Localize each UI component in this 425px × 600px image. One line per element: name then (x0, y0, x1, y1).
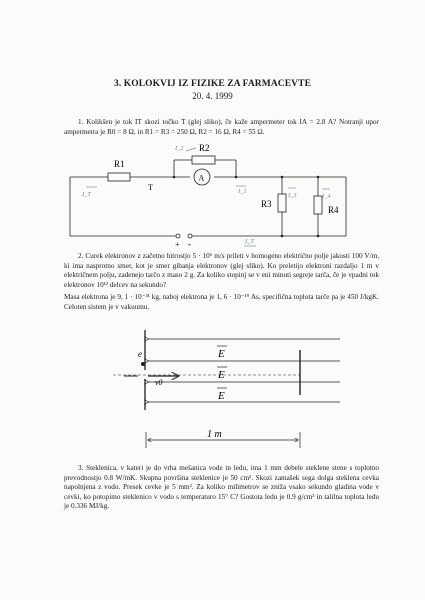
distance-label: 1 m (207, 429, 222, 440)
problem-2-constants: Masa elektrona je 9, 1 · 10⁻³¹ kg, naboj elektrona je 1, 6 · 10⁻¹⁹ As, specifična toplota tarče pa je 450 J/kgK. Celoten sistem je v vakuumu. (64, 293, 379, 311)
note-it-bottom: I_T (245, 238, 255, 245)
electron-label: e (138, 349, 142, 359)
field-label-3: E (218, 390, 225, 402)
field-label-2: E (218, 369, 225, 381)
r4-label: R4 (328, 205, 339, 215)
velocity-label: v0 (155, 378, 163, 387)
terminal-minus-label: - (188, 239, 191, 249)
problem-3-text: 3. Steklenica, v kateri je do vrha mešanica vode in ledu, ima 1 mm debele steklene stene s toplotno prevodnostjo 0.8 W/mK. Skupna površina steklenice je 50 cm². Skozi zamašek sega dolga steklena cevka napolnjena z vodo. Presek cevke je 5 mm². Za koliko milimetrov se zniža vsako sekundo gladina vode v cevki, ko potopimo steklenico v vodo s temperaturo 15° C? Gostota ledu je 0.9 g/cm³ in talilna toplota ledu je 0.336 MJ/kg. (64, 464, 379, 511)
note-i1: I_1 (238, 188, 247, 195)
terminal-plus-label: + (175, 240, 180, 249)
point-t-label: T (148, 183, 153, 192)
r1-label: R1 (114, 159, 125, 169)
note-i2: I_2 (175, 145, 184, 152)
page-title: 3. KOLOKVIJ IZ FIZIKE ZA FARMACEVTE (113, 79, 312, 89)
electron-icon (141, 362, 145, 366)
r2-label: R2 (199, 143, 210, 153)
problem-1-text: 1. Kolikšen je tok IT skozi točko T (glej sliko), če kaže ampermeter tok IA = 2.8 A? Notranji upor ampermetra je R0 = 8 Ω, in R1 = R3 = 250 Ω, R2 = 16 Ω, R4 = 55 Ω. (64, 118, 379, 136)
note-i4: I_4 (322, 193, 331, 200)
exam-date: 20. 4. 1999 (192, 91, 233, 101)
note-it-left: I_T (82, 191, 92, 198)
field-label-1: E (218, 348, 225, 360)
ammeter-label: A (198, 173, 205, 183)
problem-2-text: 2. Curek elektronov z začetno hitrostjo 5 · 10⁶ m/s prileti v homogeno električno polje jakosti 100 V/m, ki ima nasprotno smer, kot je smer gibanja elektronov (glej sliko). Ko preletijo elektroni razdaljo 1 m v električnem polju, zadenejo tarčo z maso 2 g. Za koliko stopinj se v eni minuti segreje tarča, če je vpadni tok elektronov 10¹² delcev na sekundo? (64, 252, 379, 289)
r3-label: R3 (261, 199, 272, 209)
note-i3: I_3 (288, 192, 297, 199)
